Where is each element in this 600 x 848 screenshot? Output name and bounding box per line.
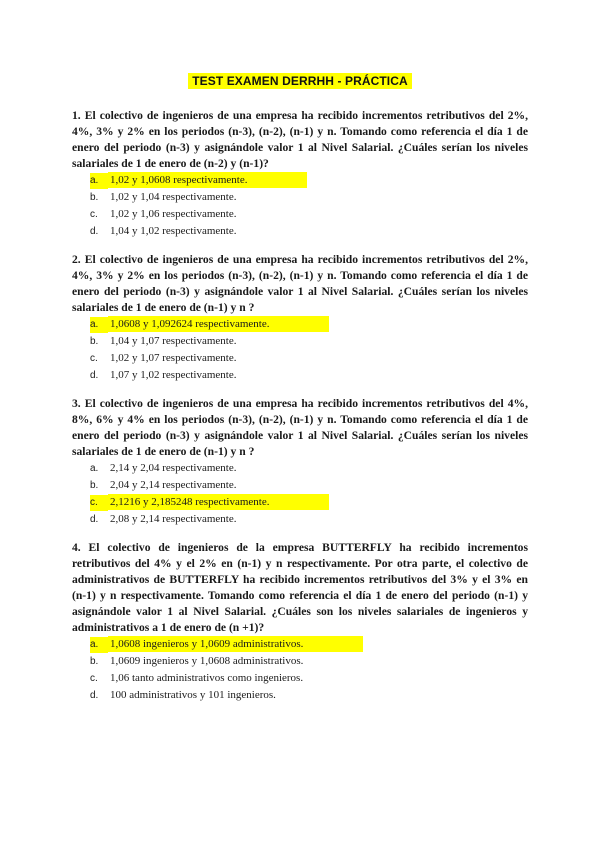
option-text: 2,08 y 2,14 respectivamente.: [110, 513, 237, 525]
option-letter: c.: [90, 209, 98, 220]
option-text: 1,07 y 1,02 respectivamente.: [110, 369, 237, 381]
option-letter: a.: [90, 637, 108, 653]
option-b[interactable]: [72, 653, 528, 670]
option-letter: d.: [90, 370, 99, 381]
options-list: [72, 172, 528, 240]
option-a[interactable]: [72, 316, 528, 333]
option-letter: d.: [90, 226, 99, 237]
question-3: [72, 396, 528, 528]
option-c[interactable]: [72, 494, 528, 511]
option-d[interactable]: [72, 687, 528, 704]
question-text: 1. El colectivo de ingenieros de una empresa ha recibido incrementos retributivos del 2%, 4%, 3% y 2% en los periodos (n-3), (n-2), (n-1) y n. Tomando como referencia el día 1 de enero del periodo (n-3) y asignándole valor 1 al Nivel Salarial. ¿Cuáles serían los niveles salariales de 1 de enero de (n-2) y (n-1)?: [72, 109, 528, 170]
option-text: 2,04 y 2,14 respectivamente.: [110, 479, 237, 491]
options-list: [72, 460, 528, 528]
option-text: 1,02 y 1,04 respectivamente.: [110, 191, 237, 203]
option-letter: b.: [90, 192, 99, 203]
option-a[interactable]: [72, 460, 528, 477]
page-title: TEST EXAMEN DERRHH - PRÁCTICA: [188, 73, 412, 89]
option-text: 2,1216 y 2,185248 respectivamente.: [108, 494, 329, 510]
option-letter: a.: [90, 317, 108, 333]
option-text: 1,06 tanto administrativos como ingenieros.: [110, 672, 304, 684]
option-letter: c.: [90, 673, 98, 684]
option-c[interactable]: [72, 350, 528, 367]
question-text: 3. El colectivo de ingenieros de una empresa ha recibido incrementos retributivos del 4%, 8%, 6% y 4% en los periodos (n-3), (n-2), (n-1) y n. Tomando como referencia el día 1 de enero del periodo (n-3) y asignándole valor 1 al Nivel Salarial. ¿Cuáles serían los niveles salariales de 1 de enero de (n-1) y n ?: [72, 397, 528, 458]
question-1: [72, 108, 528, 240]
option-b[interactable]: [72, 189, 528, 206]
option-d[interactable]: [72, 511, 528, 528]
option-text: 1,04 y 1,02 respectivamente.: [110, 225, 237, 237]
option-letter: a.: [90, 463, 99, 474]
option-text: 2,14 y 2,04 respectivamente.: [110, 462, 237, 474]
options-list: [72, 316, 528, 384]
option-b[interactable]: [72, 477, 528, 494]
option-c[interactable]: [72, 206, 528, 223]
option-d[interactable]: [72, 367, 528, 384]
option-text: 1,02 y 1,0608 respectivamente.: [108, 172, 307, 188]
option-letter: a.: [90, 173, 108, 189]
options-list: [72, 636, 528, 704]
question-2: [72, 252, 528, 384]
option-letter: b.: [90, 480, 99, 491]
option-letter: c.: [90, 495, 108, 511]
option-letter: b.: [90, 656, 99, 667]
question-text: 2. El colectivo de ingenieros de una empresa ha recibido incrementos retributivos del 2%, 4%, 3% y 2% en los periodos (n-3), (n-2), (n-1) y n. Tomando como referencia el día 1 de enero del periodo (n-3) y asignándole valor 1 al Nivel Salarial. ¿Cuáles serían los niveles salariales de 1 de enero de (n-1) y n ?: [72, 253, 528, 314]
question-text: 4. El colectivo de ingenieros de la empresa BUTTERFLY ha recibido incrementos retributivos del 4% y el 2% en (n-1) y n respectivamente. Por otra parte, el colectivo de administrativos de BUTTERFLY ha recibido incrementos retributivos del 3% y el 3% en (n-1) y n respectivamente. Tomando como referencia el día 1 de enero del periodo (n-1) y asignándole valor 1 al Nivel Salarial. ¿Cuáles son los niveles salariales de ingenieros y administrativos a 1 de enero de (n +1)?: [72, 541, 528, 634]
option-letter: b.: [90, 336, 99, 347]
option-letter: d.: [90, 514, 99, 525]
option-text: 1,0608 ingenieros y 1,0609 administrativos.: [108, 636, 363, 652]
option-c[interactable]: [72, 670, 528, 687]
option-letter: d.: [90, 690, 99, 701]
option-text: 1,0608 y 1,092624 respectivamente.: [108, 316, 329, 332]
option-b[interactable]: [72, 333, 528, 350]
option-d[interactable]: [72, 223, 528, 240]
option-a[interactable]: [72, 636, 528, 653]
option-text: 100 administrativos y 101 ingenieros.: [110, 689, 276, 701]
question-4: [72, 540, 528, 704]
option-text: 1,02 y 1,06 respectivamente.: [110, 208, 237, 220]
title-container: [0, 72, 600, 90]
option-text: 1,0609 ingenieros y 1,0608 administrativos.: [110, 655, 304, 667]
option-text: 1,04 y 1,07 respectivamente.: [110, 335, 237, 347]
option-a[interactable]: [72, 172, 528, 189]
option-letter: c.: [90, 353, 98, 364]
option-text: 1,02 y 1,07 respectivamente.: [110, 352, 237, 364]
